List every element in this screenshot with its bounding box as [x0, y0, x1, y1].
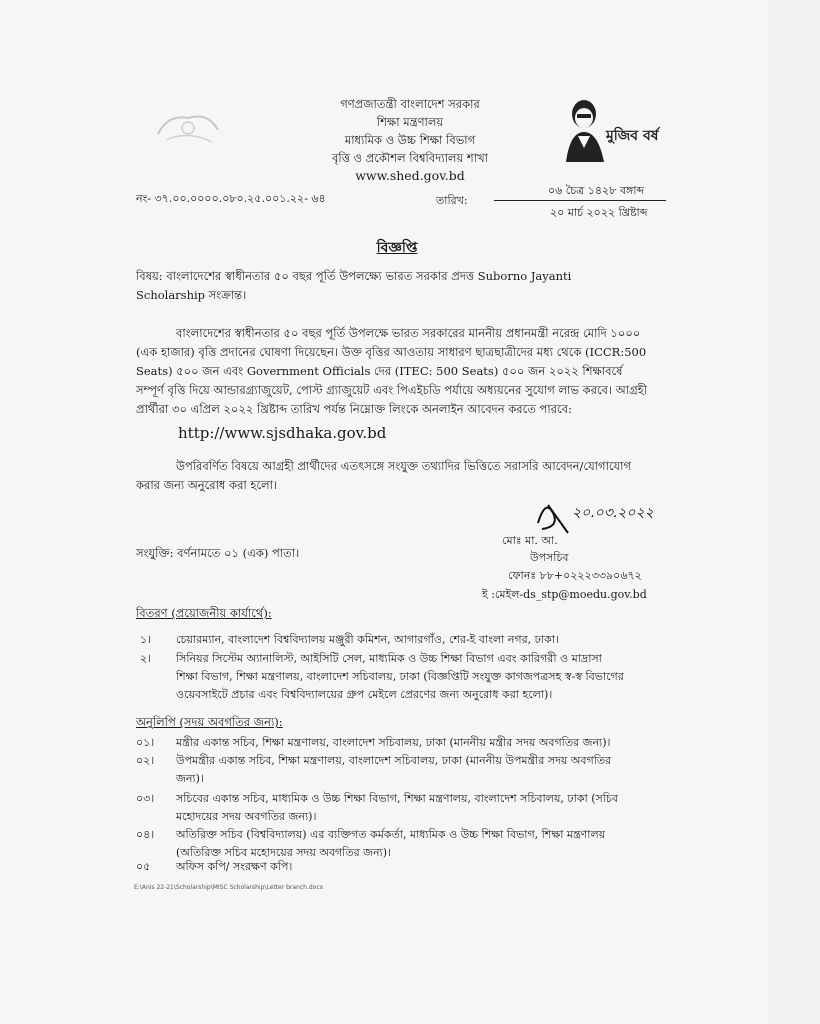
- header-division: মাধ্যমিক ও উচ্চ শিক্ষা বিভাগ: [344, 133, 476, 147]
- copy-item-text: মহোদয়ের সদয় অবগতির জন্য)।: [176, 810, 317, 823]
- signatory-phone: ফোনঃ ৮৮+০২২২৩৩৯০৬৭২: [508, 569, 642, 582]
- subject-line-1: বিষয়: বাংলাদেশের স্বাধীনতার ৫০ বছর পূর্তি উপলক্ষ্যে ভারত সরকার প্রদত্ত Suborno Jayanti: [136, 269, 572, 283]
- copy-item-number: ০৫: [136, 860, 151, 873]
- distribution-item-text: ওয়েবসাইটে প্রচার এবং বিশ্ববিদ্যালয়ের গ্রুপ মেইলে প্রেরণের জন্য অনুরোধ করা হলো)।: [176, 688, 553, 701]
- distribution-item-number: ১।: [140, 633, 152, 646]
- copy-item-number: ০৩।: [136, 792, 155, 805]
- date-english: ২০ মার্চ ২০২২ খ্রিষ্টাব্দ: [550, 206, 648, 219]
- copy-item-text: অতিরিক্ত সচিব (বিশ্ববিদ্যালয়) এর ব্যক্তিগত কর্মকর্তা, মাধ্যমিক ও উচ্চ শিক্ষা বিভাগ, শিক্ষা মন্ত্রণালয়: [176, 828, 606, 841]
- signatory-designation: উপসচিব: [530, 551, 569, 564]
- distribution-item-text: শিক্ষা বিভাগ, শিক্ষা মন্ত্রণালয়, বাংলাদেশ সচিবালয়, ঢাকা (বিজ্ঞপ্তিটি সংযুক্ত কাগজপত্রসহ স্ব-স্ব বিভাগের: [176, 670, 624, 683]
- date-label: তারিখ:: [436, 194, 468, 207]
- paragraph2-line-2: করার জন্য অনুরোধ করা হলো।: [136, 478, 278, 492]
- signatory-name: মোঃ মা. আ.: [502, 534, 558, 547]
- copy-item-number: ০১।: [136, 736, 155, 749]
- paragraph2-line-1: উপরিবর্ণিত বিষয়ে আগ্রহী প্রার্থীদের এতৎসঙ্গে সংযুক্ত তথ্যাদির ভিত্তিতে সরাসরি আবেদন/যোগাযোগ: [176, 459, 632, 473]
- attachment-note: সংযুক্তি: বর্ণনামতে ০১ (এক) পাতা।: [136, 546, 300, 560]
- date-separator-line: [494, 200, 666, 201]
- copy-item-text: জন্য)।: [176, 772, 204, 785]
- copy-item-text: অফিস কপি/ সংরক্ষণ কপি।: [176, 860, 293, 873]
- header-gov-name: গণপ্রজাতন্ত্রী বাংলাদেশ সরকার: [340, 97, 480, 111]
- distribution-item-text: চেয়ারম্যান, বাংলাদেশ বিশ্ববিদ্যালয় মঞ্জুরী কমিশন, আগারগাঁও, শের-ই বাংলা নগর, ঢাকা।: [176, 633, 559, 646]
- copy-item-text: সচিবের একান্ত সচিব, মাধ্যমিক ও উচ্চ শিক্ষা বিভাগ, শিক্ষা মন্ত্রণালয়, বাংলাদেশ সচিবালয়, ঢাকা (সচিব: [176, 792, 618, 805]
- subject-line-2: Scholarship সংক্রান্ত।: [136, 288, 247, 302]
- notice-title: বিজ্ঞপ্তি: [376, 240, 418, 256]
- svg-text:মুজিব বর্ষ: মুজিব বর্ষ: [606, 128, 659, 144]
- paragraph1-line-1: বাংলাদেশের স্বাধীনতার ৫০ বছর পূর্তি উপলক্ষে ভারত সরকারের মাননীয় প্রধানমন্ত্রী নরেন্দ্র মোদি ১০০০: [176, 326, 641, 340]
- footer-file-path: E:\Anis 22-21\Scholarship\MISC Scholarship\Letter branch.docx: [134, 884, 324, 891]
- date-bangla: ০৬ চৈত্র ১৪২৮ বঙ্গাব্দ: [548, 184, 645, 197]
- mujib-borsho-logo: [560, 92, 659, 164]
- header-website: www.shed.gov.bd: [355, 168, 465, 183]
- distribution-heading: বিতরণ (প্রয়োজনীয় কার্যার্থে):: [136, 606, 272, 620]
- paragraph1-line-5: প্রার্থীরা ৩০ এপ্রিল ২০২২ খ্রিষ্টাব্দ তারিখ পর্যন্ত নিম্নোক্ত লিংকে অনলাইন আবেদন করতে পারবে:: [136, 402, 572, 416]
- svg-text:২০.০৩.২০২২: ২০.০৩.২০২২: [572, 505, 654, 521]
- paragraph1-line-2: (এক হাজার) বৃত্তি প্রদানের ঘোষণা দিয়েছেন। উক্ত বৃত্তির আওতায় সাধারণ ছাত্রছাত্রীদের মধ্য থেকে (ICCR:500: [136, 345, 647, 359]
- memo-number: নং- ৩৭.০০.০০০০.০৮০.২৫.০০১.২২- ৬৪: [136, 192, 326, 205]
- application-link[interactable]: http://www.sjsdhaka.gov.bd: [178, 424, 387, 442]
- header-branch: বৃত্তি ও প্রকৌশল বিশ্ববিদ্যালয় শাখা: [332, 151, 488, 165]
- distribution-item-text: সিনিয়র সিস্টেম অ্যানালিস্ট, আইসিটি সেল, মাধ্যমিক ও উচ্চ শিক্ষা বিভাগ এবং কারিগরী ও মাদ্রাসা: [176, 652, 602, 665]
- distribution-item-number: ২।: [140, 652, 152, 665]
- copy-item-text: (অতিরিক্ত সচিব মহোদয়ের সদয় অবগতির জন্য)।: [176, 846, 391, 859]
- paragraph1-line-4: সম্পূর্ণ বৃত্তি দিয়ে আন্ডারগ্র্যাজুয়েট, পোস্ট গ্র্যাজুয়েট এবং পিএইচডি পর্যায়ে অধ্যয়নের সুযোগ লাভ করবে। আগ্রহী: [136, 383, 648, 397]
- paragraph1-line-3: Seats) ৫০০ জন এবং Government Officials দের (ITEC: 500 Seats) ৫০০ জন ২০২২ শিক্ষাবর্ষে: [136, 364, 623, 378]
- copy-item-number: ০২।: [136, 754, 155, 767]
- signatory-email[interactable]: ই :মেইল-ds_stp@moedu.gov.bd: [482, 588, 647, 601]
- copy-item-text: মন্ত্রীর একান্ত সচিব, শিক্ষা মন্ত্রণালয়, বাংলাদেশ সচিবালয়, ঢাকা (মাননীয় মন্ত্রীর সদয় অবগতির জন্য)।: [176, 736, 611, 749]
- header-ministry: শিক্ষা মন্ত্রণালয়: [376, 115, 444, 129]
- copy-item-text: উপমন্ত্রীর একান্ত সচিব, শিক্ষা মন্ত্রণালয়, বাংলাদেশ সচিবালয়, ঢাকা (মাননীয় উপমন্ত্রীর সদয় অবগতির: [176, 754, 612, 767]
- copy-item-number: ০৪।: [136, 828, 155, 841]
- copies-heading: অনুলিপি (সদয় অবগতির জন্য):: [136, 715, 283, 729]
